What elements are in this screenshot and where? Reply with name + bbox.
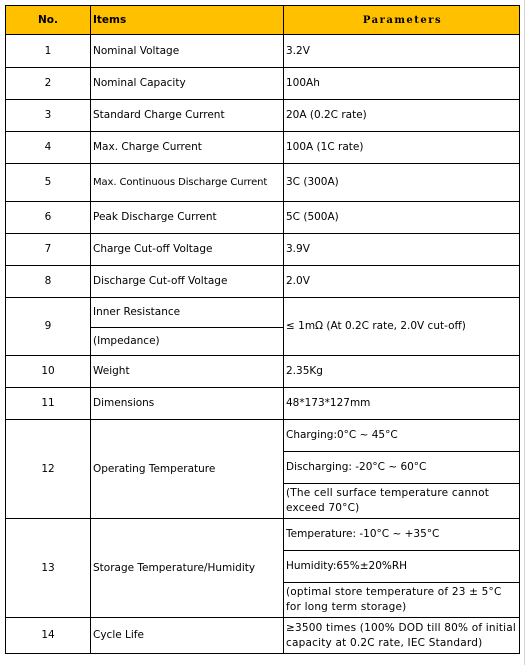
row-number: 1	[6, 35, 91, 68]
value-cell: 20A (0.2C rate)	[284, 100, 520, 132]
value-cell: 3C (300A)	[284, 164, 520, 202]
row-number: 10	[6, 356, 91, 388]
item-cell: Operating Temperature	[91, 420, 284, 519]
item-cell: Peak Discharge Current	[91, 202, 284, 234]
table-row	[6, 132, 520, 164]
table-row	[6, 298, 520, 328]
row-number: 13	[6, 519, 91, 618]
item-cell-continued: (Impedance)	[91, 328, 284, 356]
header-no: No.	[6, 6, 91, 35]
item-cell: Charge Cut-off Voltage	[91, 234, 284, 266]
item-cell: Max. Charge Current	[91, 132, 284, 164]
item-cell: Max. Continuous Discharge Current	[91, 164, 284, 202]
item-cell: Inner Resistance	[91, 298, 284, 328]
item-cell: Discharge Cut-off Voltage	[91, 266, 284, 298]
table-row	[6, 35, 520, 68]
value-cell: 100A (1C rate)	[284, 132, 520, 164]
table-row	[6, 618, 520, 654]
row-number: 7	[6, 234, 91, 266]
table-row	[6, 266, 520, 298]
value-cell: 2.0V	[284, 266, 520, 298]
table-row	[6, 388, 520, 420]
row-number: 4	[6, 132, 91, 164]
value-cell: 48*173*127mm	[284, 388, 520, 420]
sheet-gridline	[524, 0, 529, 665]
value-cell: (optimal store temperature of 23 ± 5°C for long term storage)	[284, 583, 520, 618]
value-cell: Discharging: -20°C ~ 60°C	[284, 452, 520, 484]
table-row	[6, 420, 520, 452]
value-cell: 5C (500A)	[284, 202, 520, 234]
value-cell: ≥3500 times (100% DOD till 80% of initial capacity at 0.2C rate, IEC Standard)	[284, 618, 520, 654]
table-row	[6, 519, 520, 551]
header-row	[6, 6, 520, 35]
row-number: 14	[6, 618, 91, 654]
table-row	[6, 100, 520, 132]
table-row	[6, 164, 520, 202]
table-row	[6, 356, 520, 388]
table-row	[6, 68, 520, 100]
item-cell: Dimensions	[91, 388, 284, 420]
value-cell: 3.2V	[284, 35, 520, 68]
item-cell: Weight	[91, 356, 284, 388]
value-cell: ≤ 1mΩ (At 0.2C rate, 2.0V cut-off)	[284, 298, 520, 356]
row-number: 9	[6, 298, 91, 356]
item-cell: Storage Temperature/Humidity	[91, 519, 284, 618]
value-cell: (The cell surface temperature cannot exceed 70°C)	[284, 484, 520, 519]
item-cell: Nominal Voltage	[91, 35, 284, 68]
row-number: 8	[6, 266, 91, 298]
value-cell: Humidity:65%±20%RH	[284, 551, 520, 583]
value-cell: Charging:0°C ~ 45°C	[284, 420, 520, 452]
value-cell: 2.35Kg	[284, 356, 520, 388]
row-number: 6	[6, 202, 91, 234]
row-number: 5	[6, 164, 91, 202]
value-cell: Temperature: -10°C ~ +35°C	[284, 519, 520, 551]
row-number: 12	[6, 420, 91, 519]
specification-table	[5, 5, 520, 654]
item-cell: Cycle Life	[91, 618, 284, 654]
row-number: 2	[6, 68, 91, 100]
item-cell: Nominal Capacity	[91, 68, 284, 100]
table-row	[6, 234, 520, 266]
item-cell: Standard Charge Current	[91, 100, 284, 132]
value-cell: 3.9V	[284, 234, 520, 266]
header-items: Items	[91, 6, 284, 35]
value-cell: 100Ah	[284, 68, 520, 100]
row-number: 3	[6, 100, 91, 132]
table-row	[6, 202, 520, 234]
row-number: 11	[6, 388, 91, 420]
header-parameters: Parameters	[284, 6, 520, 35]
